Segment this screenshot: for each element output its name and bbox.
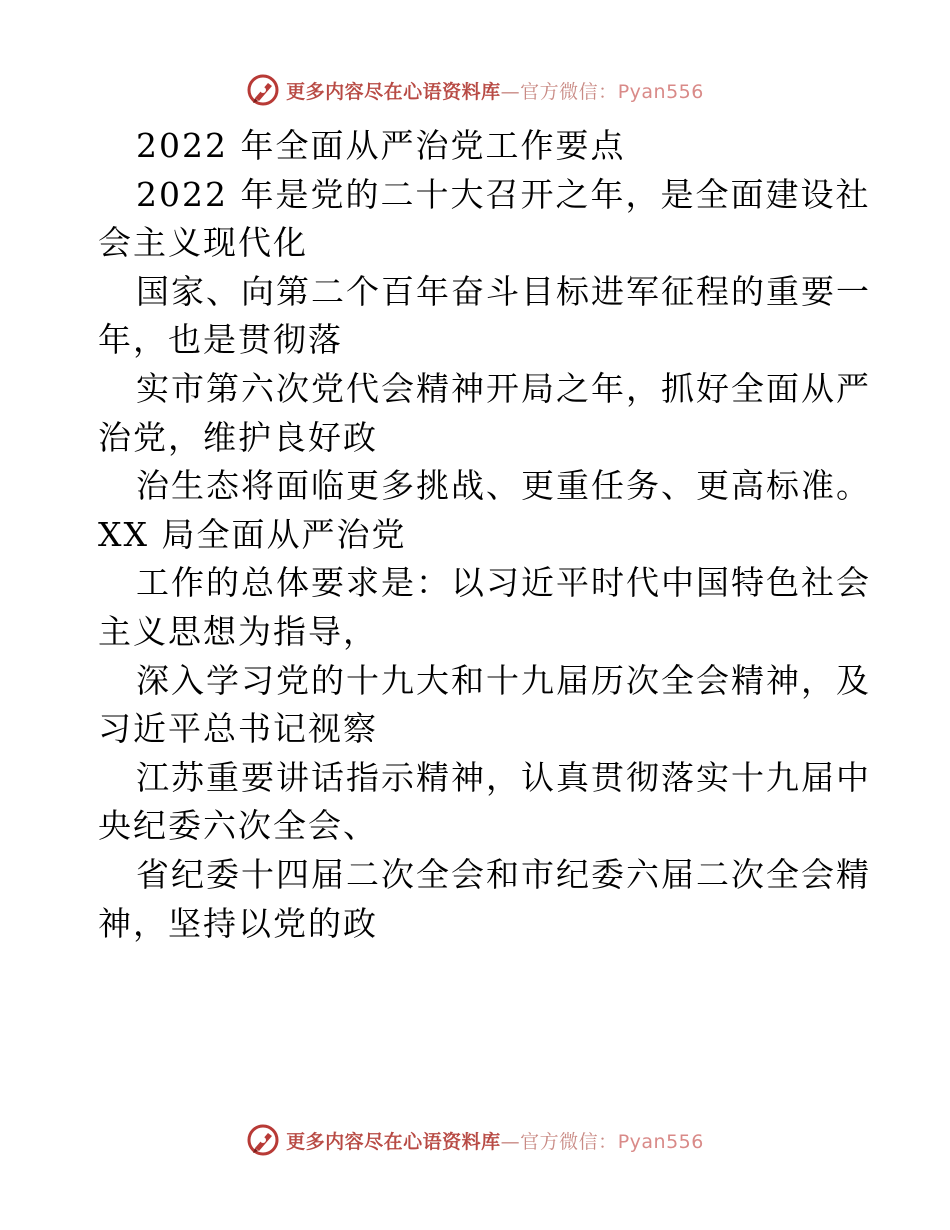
footer-watermark	[0, 1120, 950, 1160]
document-line: 2022 年全面从严治党工作要点	[136, 126, 626, 165]
document-line: 治生态将面临更多挑战、更重任务、更高标准。	[136, 466, 871, 506]
document-line: 习近平总书记视察	[98, 709, 378, 749]
document-line: 2022 年是党的二十大召开之年，是全面建设社	[136, 174, 871, 214]
pen-logo-icon	[246, 1123, 280, 1157]
document-body	[98, 122, 871, 948]
document-line: 会主义现代化	[98, 223, 308, 263]
document-line: 年，也是贯彻落	[98, 320, 343, 360]
pen-logo-icon	[246, 73, 280, 107]
document-line: 省纪委十四届二次全会和市纪委六届二次全会精	[136, 854, 871, 894]
watermark-text: 更多内容尽在心语资料库—官方微信：Pyan556	[286, 80, 704, 103]
document-line: 江苏重要讲话指示精神，认真贯彻落实十九届中	[136, 757, 871, 797]
document-line: 国家、向第二个百年奋斗目标进军征程的重要一	[136, 271, 871, 311]
document-line: 央纪委六次全会、	[98, 806, 378, 846]
document-line: 治党，维护良好政	[98, 417, 378, 457]
document-line: 神，坚持以党的政	[98, 903, 378, 943]
document-line: 工作的总体要求是：以习近平时代中国特色社会	[136, 563, 871, 603]
document-line: XX 局全面从严治党	[98, 514, 407, 554]
document-line: 实市第六次党代会精神开局之年，抓好全面从严	[136, 368, 871, 408]
document-line: 深入学习党的十九大和十九届历次全会精神，及	[136, 660, 871, 700]
document-line: 主义思想为指导，	[98, 611, 378, 651]
watermark-text: 更多内容尽在心语资料库—官方微信：Pyan556	[286, 1130, 704, 1153]
header-watermark	[0, 70, 950, 110]
